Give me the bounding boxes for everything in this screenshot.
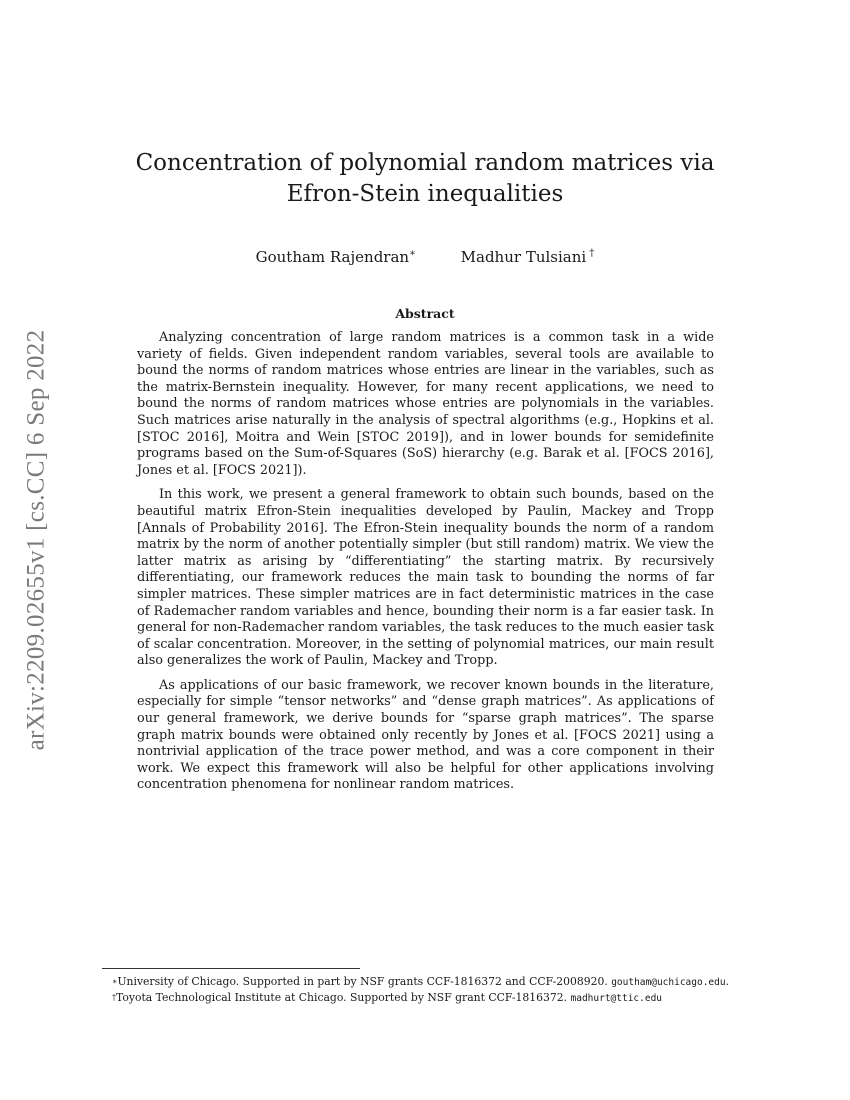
footnote-text: University of Chicago. Supported in part by NSF grants CCF-1816372 and CCF-2008920. — [117, 975, 612, 988]
author-list — [110, 247, 740, 267]
footnote-email: madhurt@ttic.edu — [570, 993, 663, 1004]
author-footnote-mark: † — [586, 248, 595, 259]
abstract-paragraph-2: In this work, we present a general framework to obtain such bounds, based on the beautiful matrix Efron-Stein inequalities developed by Paulin, Mackey and Tropp [Annals of Probability 2016]. The Efron-Stein inequality bounds the norm of a random matrix by the norm of another potentially simpler (but still random) matrix. We view the latter matrix as arising by “differentiating” the starting matrix. By recursively differentiating, our framework reduces the main task to bounding the norms of far simpler matrices. These simpler matrices are in fact deterministic matrices in the case of Rademacher random variables and hence, bounding their norm is a far easier task. In general for non-Rademacher random variables, the task reduces to the much easier task of scalar concentration. Moreover, in the setting of polynomial matrices, our main result also generalizes the work of Paulin, Mackey and Tropp. — [137, 487, 714, 669]
abstract-body — [137, 330, 714, 802]
footnote-2 — [112, 990, 792, 1006]
arxiv-identifier-stamp — [6, 300, 66, 780]
abstract-paragraph-3: As applications of our basic framework, we recover known bounds in the literature, especially for simple “tensor networks” and “dense graph matrices”. As applications of our general framework, we derive bounds for “sparse graph matrices”. The sparse graph matrix bounds were obtained only recently by Jones et al. [FOCS 2021] using a nontrivial application of the trace power method, and was a core component in their work. We expect this framework will also be helpful for other applications involving concentration phenomena for nonlinear random matrices. — [137, 677, 714, 793]
footnote-mark: † — [112, 993, 116, 1002]
footnote-trail: . — [725, 975, 730, 988]
footnote-mark: ∗ — [112, 977, 118, 986]
abstract-paragraph-1: Analyzing concentration of large random matrices is a common task in a wide variety of fields. Given independent random variables, several tools are available to bound the norms of random matrices whose entries are linear in the variables, such as the matrix-Bernstein inequality. However, for many recent applications, we need to bound the norms of random matrices whose entries are polynomials in the variables. Such matrices arise naturally in the analysis of spectral algorithms (e.g., Hopkins et al. [STOC 2016], Moitra and Wein [STOC 2019]), and in lower bounds for semidefinite programs based on the Sum-of-Squares (SoS) hierarchy (e.g. Barak et al. [FOCS 2016], Jones et al. [FOCS 2021]). — [137, 330, 714, 478]
author-rajendran — [256, 247, 416, 267]
abstract-heading: Abstract — [395, 306, 455, 321]
footnotes — [112, 974, 792, 1006]
footnote-divider — [102, 968, 360, 969]
author-footnote-mark: ∗ — [409, 248, 416, 259]
author-name: Goutham Rajendran — [255, 248, 410, 266]
footnote-1 — [112, 974, 792, 990]
arxiv-identifier-text: arXiv:2209.02655v1 [cs.CC] 6 Sep 2022 — [22, 329, 50, 751]
author-tulsiani — [461, 247, 595, 267]
paper-title-line-2: Efron-Stein inequalities — [286, 181, 564, 207]
author-name: Madhur Tulsiani — [460, 248, 587, 266]
paper-title — [110, 148, 740, 210]
footnote-text: Toyota Technological Institute at Chicago. Supported by NSF grant CCF-1816372. — [116, 991, 571, 1004]
paper-title-line-1: Concentration of polynomial random matrices via — [135, 150, 715, 176]
footnote-email: goutham@uchicago.edu — [611, 977, 726, 988]
